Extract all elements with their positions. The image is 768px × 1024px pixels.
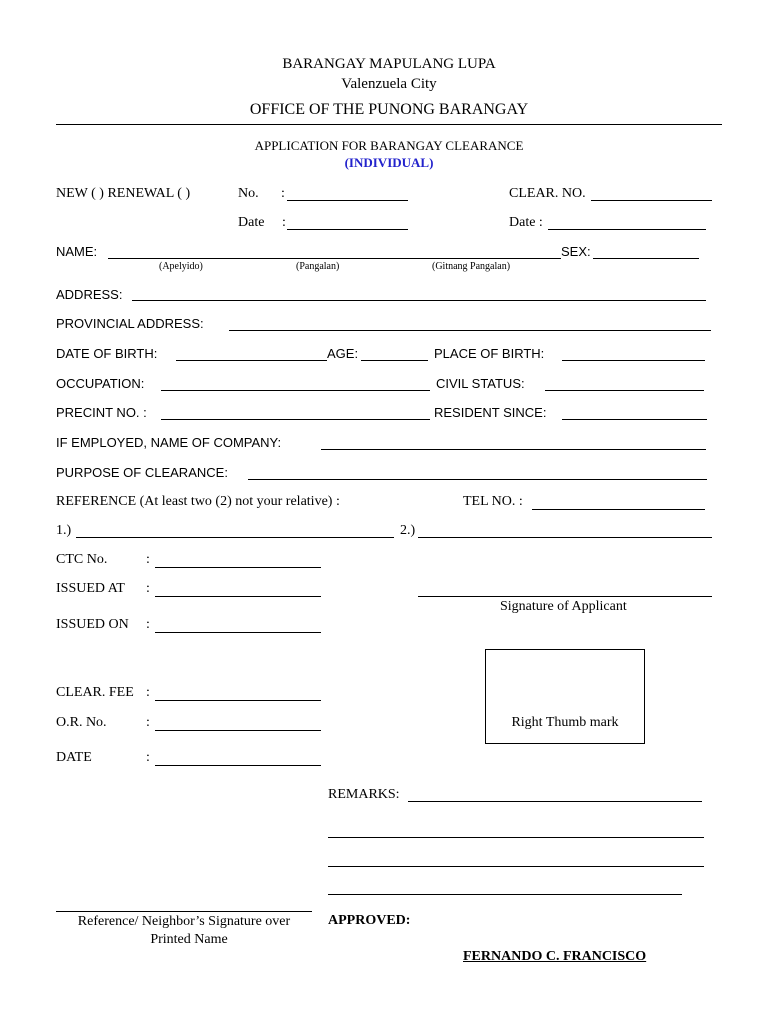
or-no-colon: :	[146, 715, 150, 730]
ref2-label: 2.)	[400, 523, 416, 538]
date-label: Date	[238, 215, 265, 230]
issued-at-field[interactable]	[155, 596, 321, 597]
address-label: ADDRESS:	[56, 287, 123, 302]
tel-field[interactable]	[532, 509, 705, 510]
form-subtitle: (INDIVIDUAL)	[344, 155, 434, 170]
sex-label: SEX:	[561, 244, 591, 259]
issued-on-colon: :	[146, 617, 150, 632]
issued-on-label: ISSUED ON	[56, 617, 129, 632]
purpose-label: PURPOSE OF CLEARANCE:	[56, 465, 228, 480]
occupation-field[interactable]	[161, 390, 430, 391]
apelyido-caption: (Apelyido)	[159, 261, 203, 272]
name-label: NAME:	[56, 244, 98, 259]
clear-no-label: CLEAR. NO.	[509, 186, 586, 201]
ref1-field[interactable]	[76, 537, 394, 538]
header-divider	[56, 124, 722, 125]
precinct-field[interactable]	[161, 419, 430, 420]
precinct-label: PRECINT NO. :	[56, 405, 147, 420]
clear-fee-label: CLEAR. FEE	[56, 685, 134, 700]
resident-since-field[interactable]	[562, 419, 707, 420]
ctc-colon: :	[146, 552, 150, 567]
remarks-line-1[interactable]	[408, 801, 702, 802]
date-colon: :	[282, 215, 286, 230]
or-no-label: O.R. No.	[56, 715, 107, 730]
approved-label: APPROVED:	[328, 913, 411, 928]
gitnang-caption: (Gitnang Pangalan)	[432, 261, 511, 272]
ctc-field[interactable]	[155, 567, 321, 568]
remarks-line-2[interactable]	[328, 837, 704, 838]
resident-since-label: RESIDENT SINCE:	[434, 405, 547, 420]
company-field[interactable]	[321, 449, 706, 450]
date2-label: Date :	[509, 215, 543, 230]
barangay-name: BARANGAY MAPULANG LUPA	[282, 56, 496, 72]
ref2-field[interactable]	[418, 537, 712, 538]
pangalan-caption: (Pangalan)	[296, 261, 340, 272]
reference-signature-line[interactable]	[56, 911, 312, 912]
sex-field[interactable]	[593, 258, 699, 259]
no-label: No.	[238, 186, 259, 201]
reference-label: REFERENCE (At least two (2) not your relative) :	[56, 494, 340, 509]
civil-status-field[interactable]	[545, 390, 704, 391]
dob-label: DATE OF BIRTH:	[56, 346, 158, 361]
date2-field[interactable]	[548, 229, 706, 230]
remarks-label: REMARKS:	[328, 787, 400, 802]
provincial-label: PROVINCIAL ADDRESS:	[56, 316, 204, 331]
tel-label: TEL NO. :	[463, 494, 523, 509]
official-name: FERNANDO C. FRANCISCO	[463, 949, 647, 964]
issued-at-colon: :	[146, 581, 150, 596]
age-label: AGE:	[327, 346, 359, 361]
clear-fee-field[interactable]	[155, 700, 321, 701]
city-name: Valenzuela City	[341, 76, 437, 92]
name-field[interactable]	[108, 258, 561, 259]
new-renewal-label: NEW ( ) RENEWAL ( )	[56, 186, 191, 201]
office-name: OFFICE OF THE PUNONG BARANGAY	[249, 101, 529, 118]
ctc-label: CTC No.	[56, 552, 108, 567]
ref1-label: 1.)	[56, 523, 72, 538]
age-field[interactable]	[361, 360, 428, 361]
date-field[interactable]	[287, 229, 408, 230]
issued-at-label: ISSUED AT	[56, 581, 125, 596]
reference-signature-caption-2: Printed Name	[150, 932, 228, 947]
employed-label: IF EMPLOYED, NAME OF COMPANY:	[56, 435, 282, 450]
reference-signature-caption-1: Reference/ Neighbor’s Signature over	[77, 914, 291, 929]
pob-label: PLACE OF BIRTH:	[434, 346, 545, 361]
clear-fee-colon: :	[146, 685, 150, 700]
date3-colon: :	[146, 750, 150, 765]
no-colon: :	[281, 186, 285, 201]
issued-on-field[interactable]	[155, 632, 321, 633]
clear-no-field[interactable]	[591, 200, 712, 201]
occupation-label: OCCUPATION:	[56, 376, 145, 391]
purpose-field[interactable]	[248, 479, 707, 480]
address-field[interactable]	[132, 300, 706, 301]
signature-applicant-caption: Signature of Applicant	[500, 599, 627, 614]
remarks-line-3[interactable]	[328, 866, 704, 867]
applicant-signature-line[interactable]	[418, 596, 712, 597]
pob-field[interactable]	[562, 360, 705, 361]
provincial-field[interactable]	[229, 330, 711, 331]
date3-label: DATE	[56, 750, 92, 765]
remarks-line-4[interactable]	[328, 894, 682, 895]
or-no-field[interactable]	[155, 730, 321, 731]
civil-status-label: CIVIL STATUS:	[436, 376, 525, 391]
no-field[interactable]	[287, 200, 408, 201]
dob-field[interactable]	[176, 360, 327, 361]
form-title: APPLICATION FOR BARANGAY CLEARANCE	[254, 138, 524, 153]
thumb-mark-caption: Right Thumb mark	[511, 715, 619, 730]
date3-field[interactable]	[155, 765, 321, 766]
